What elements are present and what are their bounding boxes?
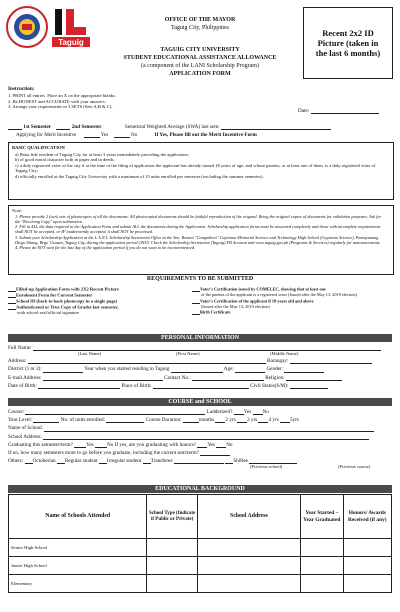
honors-question: If yes, are you graduating with honors? xyxy=(114,441,197,448)
swa-label: Semestral Weighted Average (SWA) last sem: xyxy=(124,124,220,130)
form-title: APPLICATION FORM xyxy=(169,71,231,77)
requirement-item: Birth Certificate xyxy=(200,309,231,315)
duration-2-blank[interactable] xyxy=(215,417,225,423)
university-title: TAGUIG CITY UNIVERSITY xyxy=(160,47,240,53)
middle-name-caption: (Middle Name) xyxy=(270,351,299,357)
requirement-item-cont: with school seal/official signature xyxy=(17,310,80,315)
address-input[interactable] xyxy=(28,358,266,364)
barangay-label: Barangay: xyxy=(267,358,289,365)
honors-yes: Yes xyxy=(207,441,215,448)
honors-cell[interactable] xyxy=(343,539,391,557)
req-blank[interactable] xyxy=(8,304,16,310)
duration-5-blank[interactable] xyxy=(280,417,290,423)
full-name-label: Full Name: xyxy=(8,345,32,351)
swa-input[interactable] xyxy=(221,124,331,130)
requirements-title: REQUIREMENTS TO BE SUBMITTED xyxy=(146,276,254,282)
req-blank[interactable] xyxy=(192,309,200,315)
notes-list xyxy=(9,214,393,251)
barangay-input[interactable] xyxy=(290,358,372,364)
program-title: STUDENT EDUCATIONAL ASSISTANCE ALLOWANCE xyxy=(123,55,277,61)
merit-note: If Yes, Please fill out the Merit Incentive Form xyxy=(154,132,257,138)
note-item: 2. Fill in ALL the data required in the Application Form and submit ALL the documents during the Application. Scholarship application forms must be answered completely and those with incomplete requirements shall NOT be accepted, or IF inadvertently accepted, it shall NOT be processed. xyxy=(15,224,381,235)
course-school-bar: COURSE and SCHOOL xyxy=(8,398,392,406)
merit-no-label: No xyxy=(130,132,138,138)
irregular-label: Irregular student xyxy=(106,458,142,465)
dob-input[interactable] xyxy=(38,383,120,389)
duration-5: 5yrs xyxy=(290,417,299,424)
education-row xyxy=(9,539,392,557)
education-level: Elementary xyxy=(9,575,147,593)
second-sem-label: 2nd Semester xyxy=(71,124,102,130)
date-label: Date: xyxy=(298,108,310,114)
education-header: School Type (Indicate if Public or Private) xyxy=(147,495,197,539)
requirement-item: Filled-up Application Form with 2X2 Recent Picture xyxy=(16,286,119,292)
notes-box xyxy=(8,205,394,275)
merit-yes-blank[interactable] xyxy=(84,132,100,138)
ladderized-yes: Yes xyxy=(243,409,252,415)
graduating-no: No xyxy=(106,441,114,448)
merit-label: Applying for Merit Incentive xyxy=(16,132,77,138)
second-sem-blank[interactable] xyxy=(56,124,70,130)
address-label: Address: xyxy=(8,358,27,365)
school-address-input[interactable] xyxy=(43,434,369,440)
school-type-cell[interactable] xyxy=(147,575,197,593)
qualification-item: a) Bona fide resident of Taguig City for at least 3 years immediately preceding the application; xyxy=(15,151,189,157)
component-title: (a component of the LANI Scholarship Program) xyxy=(141,63,259,69)
district-label: District (1 or 2): xyxy=(8,366,42,373)
taguig-logo xyxy=(52,5,90,49)
email-input[interactable] xyxy=(43,375,163,381)
honors-no-blank[interactable] xyxy=(216,442,226,448)
school-address-cell[interactable] xyxy=(197,575,300,593)
education-header: School Address xyxy=(197,495,300,539)
semesters-left-label: If no, how many semesters more to go before you graduate, including the current sem/term? xyxy=(8,450,200,457)
honors-cell[interactable] xyxy=(343,575,391,593)
year-cell[interactable] xyxy=(300,557,343,575)
education-header-row xyxy=(9,495,392,539)
first-sem-blank[interactable] xyxy=(8,124,22,130)
school-name-input[interactable] xyxy=(44,426,374,432)
religion-input[interactable] xyxy=(286,375,342,381)
ladderized-no-blank[interactable] xyxy=(253,409,263,415)
duration-3-blank[interactable] xyxy=(237,417,247,423)
previous-course-caption: (Previous course) xyxy=(338,464,371,470)
graduating-no-blank[interactable] xyxy=(95,442,107,448)
requirement-item: Authenticated or True Copy of Grades last semester, xyxy=(16,304,119,310)
instruction-item: 3. Arrange your requirements in 3 SETS (Sets A,B & C). xyxy=(8,104,113,110)
requirement-item-cont: of the parents of the applicant is a registered voter (Issued after the May 13, 2019 election) xyxy=(201,292,357,297)
id-picture-label: Recent 2x2 ID Picture (taken in the last 6 months) xyxy=(315,28,381,58)
semester-row xyxy=(8,124,331,130)
note-item: 4. Please do NOT wait for the last day of the application period if you do not want to be inconvenienced. xyxy=(15,245,196,251)
age-label: Age: xyxy=(223,366,234,373)
dob-label: Date of Birth: xyxy=(8,382,37,389)
school-type-cell[interactable] xyxy=(147,539,197,557)
requirement-item-cont: (Issued after the May 13, 2019 election) xyxy=(201,303,270,309)
req-blank[interactable] xyxy=(192,298,200,304)
req-blank[interactable] xyxy=(192,286,200,292)
first-name-caption: (First Name) xyxy=(176,351,200,357)
basic-qualification-box xyxy=(8,142,394,200)
first-sem-label: 1st Semester xyxy=(23,124,52,130)
office-title: OFFICE OF THE MAYOR xyxy=(164,17,236,23)
svg-text:Taguig: Taguig xyxy=(58,38,84,47)
requirement-item: Enrolment Form for Current Semester xyxy=(16,292,93,298)
requirements-right xyxy=(192,286,392,315)
years-taguig-input[interactable] xyxy=(171,367,223,373)
year-cell[interactable] xyxy=(300,575,343,593)
graduating-label: Graduating this semester/term? xyxy=(8,441,73,448)
education-header: Name of Schools Attended xyxy=(9,495,147,539)
units-input[interactable] xyxy=(106,417,144,423)
school-name-label: Name of School: xyxy=(8,425,44,432)
graduating-yes-blank[interactable] xyxy=(74,442,86,448)
year-cell[interactable] xyxy=(300,539,343,557)
education-header: Year Started – Year Graduated xyxy=(300,495,343,539)
instruction-item: 2. Be HONEST and ACCURATE with your answers. xyxy=(8,98,106,104)
pob-label: Place of Birth: xyxy=(121,382,152,389)
requirement-item: Voter's Certification of the applicant if 18 years old and above xyxy=(200,298,314,303)
instruction-list xyxy=(8,93,288,110)
basic-qualification-title: BASIC QUALIFICATION xyxy=(12,145,65,150)
religion-label: Religion: xyxy=(265,374,285,381)
education-level: Senior High School xyxy=(9,539,147,557)
school-type-cell[interactable] xyxy=(147,557,197,575)
course-label: Course: xyxy=(8,409,25,415)
civil-label: Civil Status(S/M): xyxy=(250,382,289,389)
merit-row xyxy=(16,132,257,138)
years-taguig-label: Year when you started residing in Taguig xyxy=(84,366,170,373)
note-item: 3. Submit your Scholarship Application at the L.A.N.I. Scholarship Secretariat Office at the Sen. Renato "Compañero" Cayetano Memorial Science and Technology High School (Cayetano Science), Pamayanang Diego Silang, Brgy. Ususan, Taguig City, during the application period ONLY. Check the Scholarship Secretariat (Taguig) FB Account and www.taguig.gov.ph (Programs & Services) regularly for announcements. xyxy=(15,234,381,246)
octoberian-label: Octoberian xyxy=(32,458,56,465)
duration-label: Course Duration: xyxy=(145,417,182,424)
education-header: Honors/ Awards Received (if any) xyxy=(343,495,391,539)
gender-label: Gender: xyxy=(266,366,284,373)
last-name-caption: (Last Name) xyxy=(78,351,102,357)
qualification-item: c) a duly registered voter of the city if at the time of the filing of application the applicant has already turned 18 years of age, and whose parents, or at least one of them, is a duly registered voter of Taguig City; xyxy=(15,162,376,174)
graduating-yes: Yes xyxy=(86,441,94,448)
email-label: E-mail Address: xyxy=(8,374,42,381)
basic-qualification-list xyxy=(9,152,393,180)
school-address-cell[interactable] xyxy=(197,539,300,557)
others-label: Others: xyxy=(8,458,24,465)
contact-input[interactable] xyxy=(192,375,264,381)
year-level-input[interactable] xyxy=(33,417,59,423)
city-title: Taguig City, Philippines xyxy=(170,25,230,31)
regular-label: Regular student xyxy=(64,458,98,465)
qualification-item: d) officially enrolled at the Taguig City University with a minimum of 15 units enrolled per semester (excluding the summer semester). xyxy=(15,173,264,179)
duration-4-blank[interactable] xyxy=(258,417,268,423)
instruction-title: Instruction: xyxy=(8,86,35,92)
education-row xyxy=(9,575,392,593)
contact-label: Contact No.: xyxy=(164,374,191,381)
duration-3: 3 yrs xyxy=(246,417,258,424)
requirement-item: Voter's Certification issued by COMELEC, showing that at least one xyxy=(200,286,326,292)
date-field[interactable] xyxy=(298,108,379,114)
requirements-left xyxy=(8,286,200,316)
course-input[interactable] xyxy=(25,409,205,415)
education-level: Junior High School xyxy=(9,557,147,575)
ladderized-label: Ladderized? xyxy=(206,409,233,415)
ladderized-no: No xyxy=(262,409,269,415)
id-picture-box[interactable] xyxy=(303,7,393,79)
personal-info-section xyxy=(8,345,392,389)
date-input[interactable] xyxy=(311,108,379,114)
semesters-left-input[interactable] xyxy=(200,450,230,456)
school-address-label: School Address: xyxy=(8,433,42,440)
city-seal xyxy=(6,6,48,48)
duration-months: months xyxy=(198,417,215,424)
units-label: No. of units enrolled: xyxy=(60,417,106,424)
honors-cell[interactable] xyxy=(343,557,391,575)
instruction-item: 1. PRINT all entries. Place an X on the appropriate blanks. xyxy=(8,93,116,98)
note-item: 1. Please provide 2 (two) sets of photocopies of all the documents. All photocopied documents should be faithful reproduction of the original. Bring the original copies of documents for validation purposes. Ask for the "Receiving Copy" upon submission. xyxy=(15,213,382,224)
year-level-label: Year Level: xyxy=(8,417,33,424)
honors-no: No xyxy=(226,441,233,448)
notes-title: Note: xyxy=(12,208,23,213)
course-school-section xyxy=(8,409,392,470)
qualification-item: b) of good moral character both in paper and in deeds; xyxy=(15,157,115,163)
pob-input[interactable] xyxy=(153,383,249,389)
duration-4: 4 yrs xyxy=(268,417,279,424)
previous-school-caption: (Previous school) xyxy=(250,464,283,470)
duration-2: 2 yrs xyxy=(225,417,236,424)
education-bar: EDUCATIONAL BACKGROUND xyxy=(8,485,392,493)
gender-input[interactable] xyxy=(284,367,324,373)
requirement-item: School ID (back to back photocopy in a single page) xyxy=(16,298,118,304)
personal-info-bar: PERSONAL INFORMATION xyxy=(8,334,392,342)
school-address-cell[interactable] xyxy=(197,557,300,575)
district-input[interactable] xyxy=(43,367,83,373)
age-input[interactable] xyxy=(235,367,265,373)
duration-months-blank[interactable] xyxy=(183,417,199,423)
civil-input[interactable] xyxy=(290,383,328,389)
merit-yes-label: Yes xyxy=(100,132,109,138)
transferee-label: Transferee xyxy=(150,458,173,465)
honors-yes-blank[interactable] xyxy=(197,442,207,448)
education-row xyxy=(9,557,392,575)
merit-no-blank[interactable] xyxy=(114,132,130,138)
ladderized-yes-blank[interactable] xyxy=(234,409,244,415)
shiftee-label: Shiftee xyxy=(233,458,248,465)
education-table xyxy=(8,494,392,593)
